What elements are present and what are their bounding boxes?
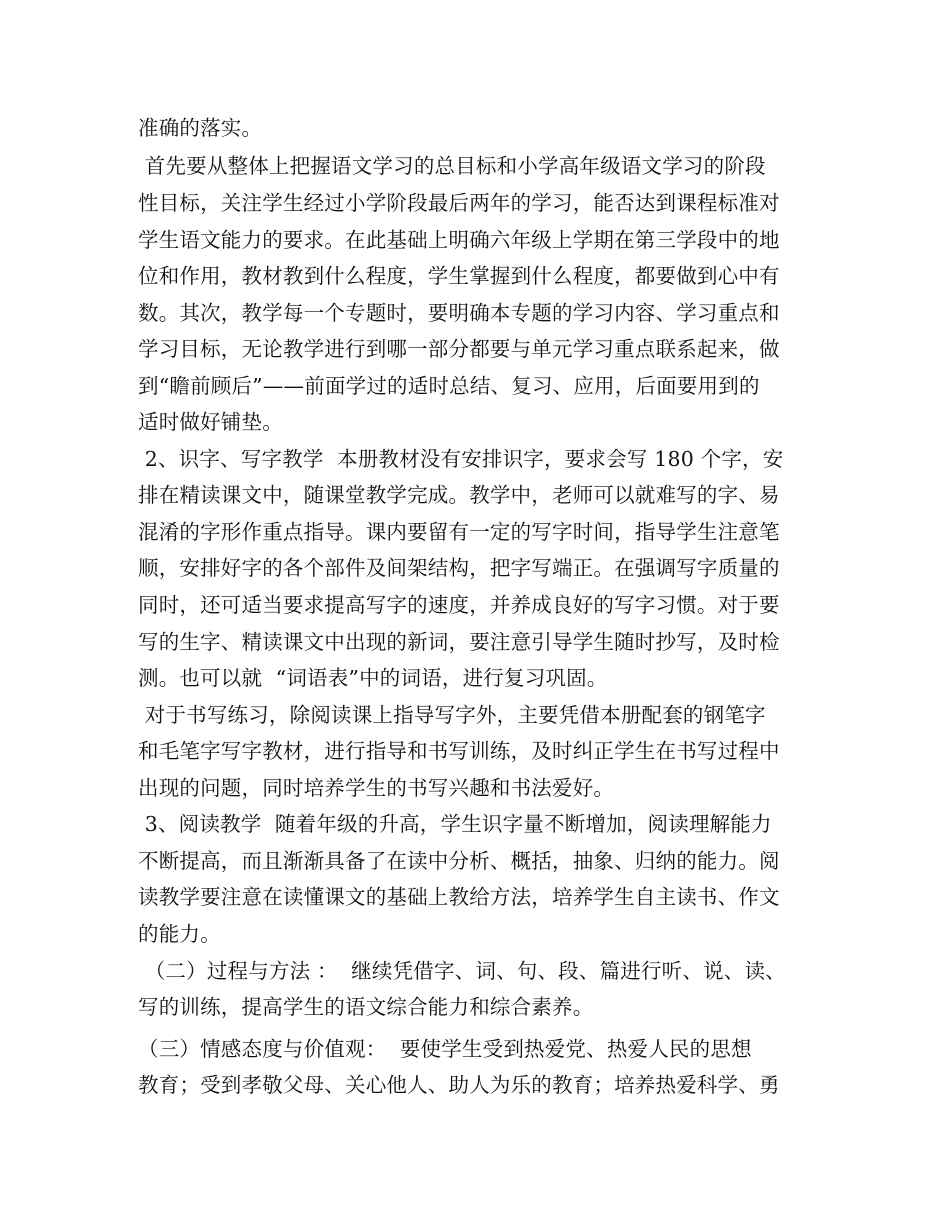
text-line: 测。也可以就 “词语表”中的词语，进行复习巩固。 [138, 666, 608, 690]
text-line: 准确的落实。 [138, 116, 263, 140]
text-line: 学习目标，无论教学进行到哪一部分都要与单元学习重点联系起来，做 [138, 337, 780, 361]
text-line: 同时，还可适当要求提高写字的速度，并养成良好的写字习惯。对于要 [138, 593, 780, 617]
text-line: 出现的问题，同时培养学生的书写兴趣和书法爱好。 [138, 776, 615, 800]
text-line: 数。其次，教学每一个专题时，要明确本专题的学习内容、学习重点和 [138, 301, 780, 325]
text-line: 适时做好铺垫。 [138, 410, 283, 434]
text-line: 位和作用，教材教到什么程度，学生掌握到什么程度，都要做到心中有 [138, 264, 780, 288]
text-line: 和毛笔字写字教材，进行指导和书写训练，及时纠正学生在书写过程中 [138, 739, 780, 763]
text-line: 不断提高，而且渐渐具备了在读中分析、概括，抽象、归纳的能力。阅 [138, 849, 780, 873]
text-line: 排在精读课文中，随课堂教学完成。教学中，老师可以就难写的字、易 [138, 483, 780, 507]
text-line: 读教学要注意在读懂课文的基础上教给方法，培养学生自主读书、作文 [138, 885, 780, 909]
text-line: 的能力。 [138, 922, 221, 946]
text-line: 教育；受到孝敬父母、关心他人、助人为乐的教育；培养热爱科学、勇 [138, 1073, 780, 1097]
text-line: 顺，安排好字的各个部件及间架结构，把字写端正。在强调写字质量的 [138, 556, 780, 580]
text-line: 首先要从整体上把握语文学习的总目标和小学高年级语文学习的阶段 [138, 154, 766, 178]
text-line: 混淆的字形作重点指导。课内要留有一定的写字时间，指导学生注意笔 [138, 520, 780, 544]
text-line: 写的训练，提高学生的语文综合能力和综合素养。 [138, 995, 594, 1019]
text-line: 2、识字、写字教学 本册教材没有安排识字，要求会写 180 个字，安 [138, 447, 784, 471]
text-line: 3、阅读教学 随着年级的升高，学生识字量不断增加，阅读理解能力 [138, 812, 772, 836]
text-line: （二）过程与方法 ： 继续凭借字、词、句、段、篇进行听、说、读、 [138, 959, 786, 983]
text-line: 到“瞻前顾后”——前面学过的适时总结、复习、应用，后面要用到的 [138, 374, 760, 398]
text-line: 性目标，关注学生经过小学阶段最后两年的学习，能否达到课程标准对 [138, 191, 780, 215]
text-line: 学生语文能力的要求。在此基础上明确六年级上学期在第三学段中的地 [138, 228, 780, 252]
text-line: 对于书写练习，除阅读课上指导写字外，主要凭借本册配套的钢笔字 [138, 703, 766, 727]
text-line: 写的生字、精读课文中出现的新词，要注意引导学生随时抄写，及时检 [138, 630, 780, 654]
text-line: （三）情感态度与价值观： 要使学生受到热爱党、热爱人民的思想 [138, 1037, 752, 1061]
